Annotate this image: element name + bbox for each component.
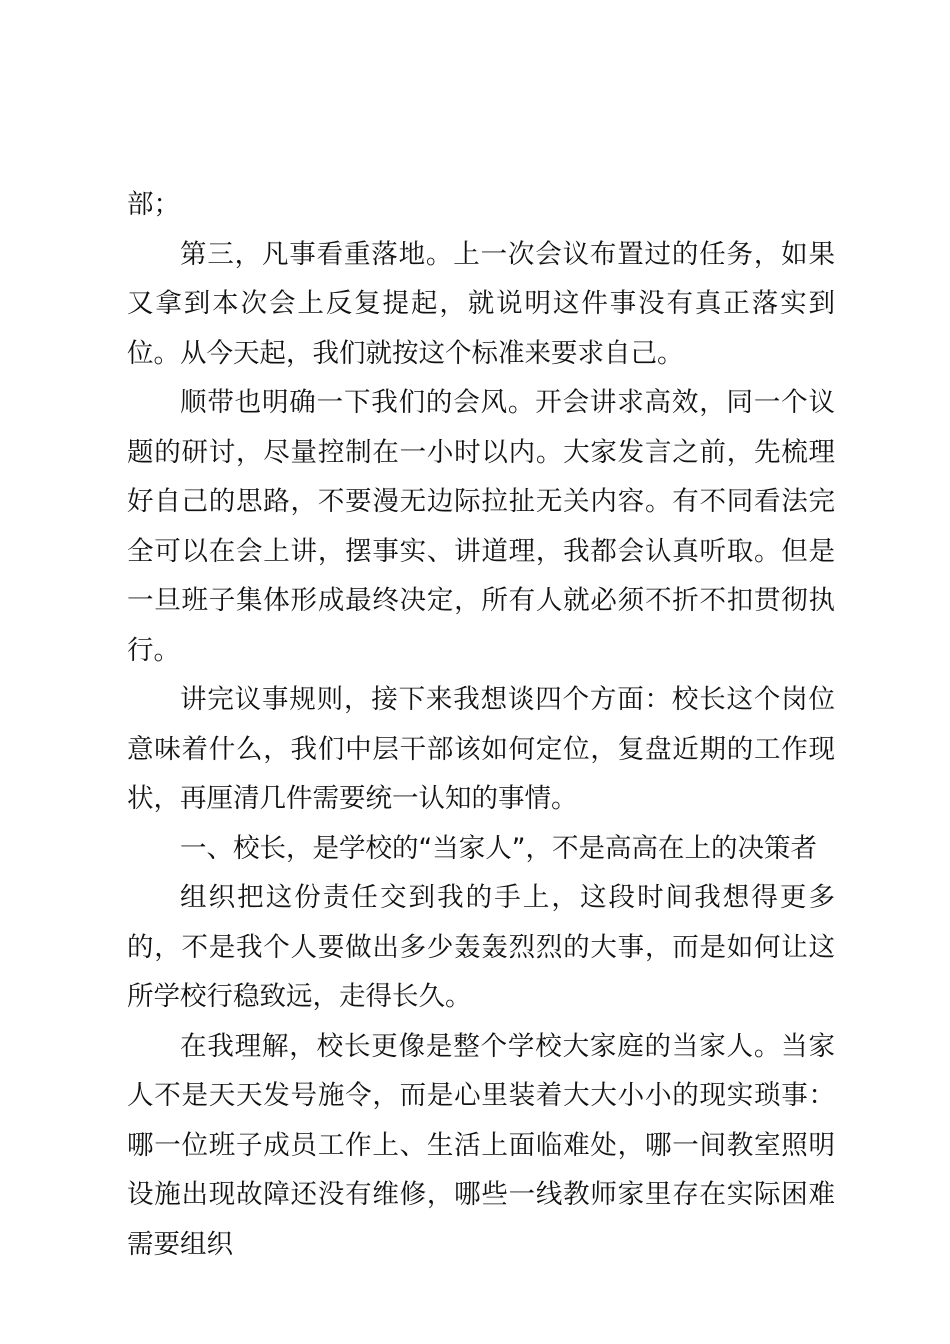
paragraph-household-head: 在我理解，校长更像是整个学校大家庭的当家人。当家人不是天天发号施令，而是心里装着大大小小的现实琐事：哪一位班子成员工作上、生活上面临难处，哪一间教室照明设施出现故障还没有维修，哪些一线教师家里存在实际困难需要组织	[127, 1030, 835, 1260]
document-body	[127, 180, 835, 1269]
paragraph-third-point: 第三，凡事看重落地。上一次会议布置过的任务，如果又拿到本次会上反复提起，就说明这件事没有真正落实到位。从今天起，我们就按这个标准来要求自己。	[127, 238, 835, 369]
paragraph-meeting-style: 顺带也明确一下我们的会风。开会讲求高效，同一个议题的研讨，尽量控制在一小时以内。大家发言之前，先梳理好自己的思路，不要漫无边际拉扯无关内容。有不同看法完全可以在会上讲，摆事实、讲道理，我都会认真听取。但是一旦班子集体形成最终决定，所有人就必须不折不扣贯彻执行。	[127, 387, 835, 666]
section-heading: 一、校长，是学校的“当家人”，不是高高在上的决策者	[180, 832, 817, 864]
paragraph-responsibility: 组织把这份责任交到我的手上，这段时间我想得更多的，不是我个人要做出多少轰轰烈烈的大事，而是如何让这所学校行稳致远，走得长久。	[127, 882, 835, 1012]
paragraph-continuation: 部；	[127, 189, 180, 220]
paragraph-agenda-overview: 讲完议事规则，接下来我想谈四个方面：校长这个岗位意味着什么，我们中层干部该如何定位，复盘近期的工作现状，再厘清几件需要统一认知的事情。	[127, 684, 835, 814]
